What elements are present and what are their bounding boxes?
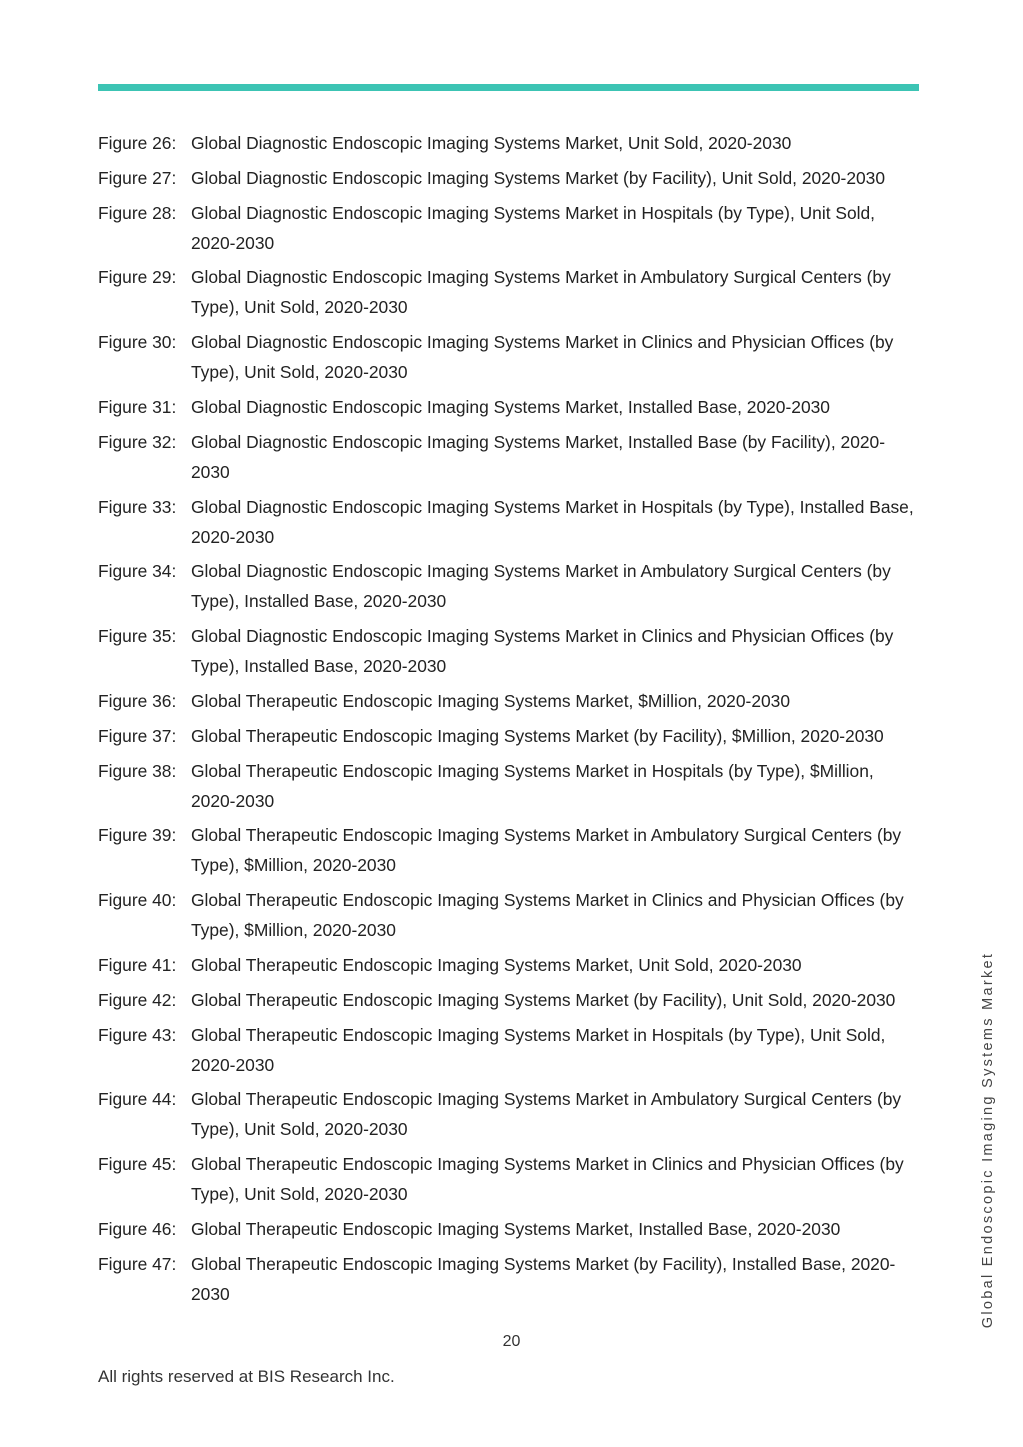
figure-title: Global Therapeutic Endoscopic Imaging Systems Market in Ambulatory Surgical Centers (by Type), $Million, 2020-2030 bbox=[191, 825, 902, 876]
page-number: 20 bbox=[502, 1333, 521, 1350]
figure-entry bbox=[98, 1149, 923, 1209]
figure-entry bbox=[98, 1249, 923, 1309]
figure-title: Global Diagnostic Endoscopic Imaging Systems Market (by Facility), Unit Sold, 2020-2030 bbox=[191, 167, 886, 188]
figure-title: Global Therapeutic Endoscopic Imaging Systems Market, Unit Sold, 2020-2030 bbox=[191, 954, 802, 975]
figure-label: Figure 43: bbox=[98, 1024, 177, 1045]
figure-title: Global Diagnostic Endoscopic Imaging Systems Market in Ambulatory Surgical Centers (by Type), Installed Base, 2020-2030 bbox=[191, 561, 891, 612]
figure-title: Global Therapeutic Endoscopic Imaging Systems Market (by Facility), Unit Sold, 2020-2030 bbox=[191, 989, 896, 1010]
figure-title: Global Diagnostic Endoscopic Imaging Systems Market in Clinics and Physician Offices (by Type), Unit Sold, 2020-2030 bbox=[191, 332, 894, 383]
figure-label: Figure 46: bbox=[98, 1218, 177, 1239]
figure-entry bbox=[98, 621, 923, 681]
figure-entry bbox=[98, 327, 923, 387]
figure-label: Figure 39: bbox=[98, 825, 177, 846]
figure-label: Figure 27: bbox=[98, 167, 177, 188]
figure-label: Figure 44: bbox=[98, 1089, 177, 1110]
figure-title: Global Therapeutic Endoscopic Imaging Systems Market, Installed Base, 2020-2030 bbox=[191, 1218, 841, 1239]
figure-entry bbox=[98, 1214, 923, 1244]
figure-label: Figure 37: bbox=[98, 725, 177, 746]
figure-title: Global Therapeutic Endoscopic Imaging Systems Market in Hospitals (by Type), $Million, 2020-2030 bbox=[191, 760, 874, 811]
figure-label: Figure 47: bbox=[98, 1253, 177, 1274]
figure-label: Figure 41: bbox=[98, 954, 177, 975]
figure-label: Figure 35: bbox=[98, 626, 177, 647]
figure-label: Figure 42: bbox=[98, 989, 177, 1010]
figure-entry bbox=[98, 820, 923, 880]
figure-title: Global Therapeutic Endoscopic Imaging Systems Market (by Facility), $Million, 2020-2030 bbox=[191, 725, 884, 746]
figure-entry bbox=[98, 686, 923, 716]
figure-entry bbox=[98, 392, 923, 422]
figure-label: Figure 45: bbox=[98, 1154, 177, 1175]
figure-entry bbox=[98, 985, 923, 1015]
figure-title: Global Diagnostic Endoscopic Imaging Systems Market, Unit Sold, 2020-2030 bbox=[191, 133, 792, 153]
figure-label: Figure 32: bbox=[98, 431, 177, 452]
figure-label: Figure 40: bbox=[98, 890, 177, 911]
figure-label: Figure 31: bbox=[98, 396, 177, 417]
figure-label: Figure 30: bbox=[98, 332, 177, 353]
figure-title: Global Therapeutic Endoscopic Imaging Systems Market in Clinics and Physician Offices (by Type), $Million, 2020-2030 bbox=[191, 890, 904, 941]
footer-copyright: All rights reserved at BIS Research Inc. bbox=[98, 1367, 395, 1386]
figure-label: Figure 28: bbox=[98, 202, 177, 223]
figure-entry bbox=[98, 756, 923, 816]
list-of-figures bbox=[98, 128, 923, 1314]
figure-title: Global Therapeutic Endoscopic Imaging Systems Market (by Facility), Installed Base, 2020-2030 bbox=[191, 1253, 896, 1304]
figure-entry bbox=[98, 950, 923, 980]
figure-entry bbox=[98, 128, 923, 158]
header-accent-bar bbox=[98, 84, 919, 91]
side-document-title: Global Endoscopic Imaging Systems Market bbox=[980, 951, 996, 1329]
figure-entry bbox=[98, 163, 923, 193]
figure-label: Figure 29: bbox=[98, 267, 177, 288]
figure-entry bbox=[98, 262, 923, 322]
figure-entry bbox=[98, 1084, 923, 1144]
figure-entry bbox=[98, 721, 923, 751]
figure-label: Figure 34: bbox=[98, 561, 177, 582]
figure-title: Global Therapeutic Endoscopic Imaging Systems Market in Ambulatory Surgical Centers (by Type), Unit Sold, 2020-2030 bbox=[191, 1089, 902, 1140]
figure-entry bbox=[98, 492, 923, 552]
figure-entry bbox=[98, 1020, 923, 1080]
figure-label: Figure 38: bbox=[98, 760, 177, 781]
figure-title: Global Diagnostic Endoscopic Imaging Systems Market in Hospitals (by Type), Unit Sold, 2020-2030 bbox=[191, 202, 876, 253]
figure-title: Global Therapeutic Endoscopic Imaging Systems Market in Hospitals (by Type), Unit Sold, 2020-2030 bbox=[191, 1024, 886, 1075]
figure-title: Global Diagnostic Endoscopic Imaging Systems Market in Hospitals (by Type), Installed Base, 2020-2030 bbox=[191, 496, 914, 547]
figure-entry bbox=[98, 556, 923, 616]
figure-entry bbox=[98, 427, 923, 487]
figure-title: Global Diagnostic Endoscopic Imaging Systems Market, Installed Base, 2020-2030 bbox=[191, 396, 830, 417]
figure-title: Global Diagnostic Endoscopic Imaging Systems Market in Clinics and Physician Offices (by Type), Installed Base, 2020-2030 bbox=[191, 626, 894, 677]
figure-title: Global Therapeutic Endoscopic Imaging Systems Market in Clinics and Physician Offices (by Type), Unit Sold, 2020-2030 bbox=[191, 1154, 904, 1205]
figure-title: Global Diagnostic Endoscopic Imaging Systems Market in Ambulatory Surgical Centers (by Type), Unit Sold, 2020-2030 bbox=[191, 267, 891, 318]
figure-label: Figure 33: bbox=[98, 496, 177, 517]
figure-label: Figure 26: bbox=[98, 133, 177, 153]
figure-label: Figure 36: bbox=[98, 690, 177, 711]
figure-title: Global Therapeutic Endoscopic Imaging Systems Market, $Million, 2020-2030 bbox=[191, 690, 791, 711]
figure-entry bbox=[98, 885, 923, 945]
figure-entry bbox=[98, 198, 923, 258]
figure-title: Global Diagnostic Endoscopic Imaging Systems Market, Installed Base (by Facility), 2020-2030 bbox=[191, 431, 885, 482]
